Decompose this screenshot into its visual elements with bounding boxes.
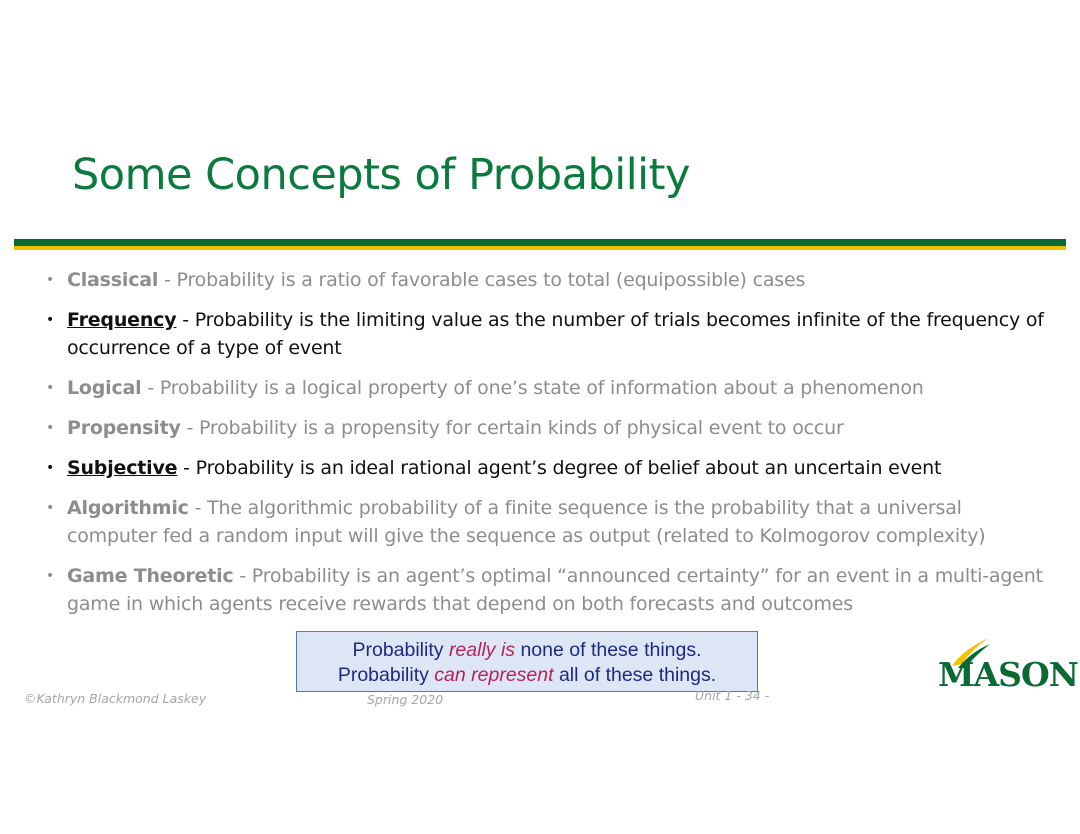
bullet-icon: • (46, 460, 55, 476)
bullet-icon: • (46, 312, 55, 328)
slide-title: Some Concepts of Probability (72, 150, 690, 200)
mason-logo-text: MASON (938, 655, 1078, 694)
bullet-icon: • (46, 420, 55, 436)
callout-line-1 (297, 638, 757, 663)
bullet-icon: • (46, 380, 55, 396)
callout-emphasis: can represent (434, 664, 554, 686)
list-item-propensity (44, 414, 1044, 442)
concept-text: - Probability is a propensity for certain kinds of physical event to occur (180, 417, 844, 439)
concept-text: - Probability is the limiting value as the number of trials becomes infinite of the frequency of occurrence of a type of event (67, 309, 1044, 359)
title-rule-gold (14, 246, 1066, 250)
callout-box (296, 631, 758, 692)
callout-text: all of these things. (553, 664, 717, 686)
callout-text: Probability (337, 664, 435, 686)
bullet-icon: • (46, 272, 55, 288)
concept-text: - Probability is a ratio of favorable cases to total (equipossible) cases (158, 269, 806, 291)
concept-term: Logical (67, 377, 142, 399)
footer-page-number: Unit 1 - 34 - (695, 688, 770, 703)
concept-text: - Probability is an ideal rational agent’s degree of belief about an uncertain event (177, 457, 942, 479)
concept-term: Game Theoretic (67, 565, 234, 587)
list-item-logical (44, 374, 1044, 402)
list-item-algorithmic (44, 494, 1044, 550)
concept-term: Algorithmic (67, 497, 189, 519)
list-item-game-theoretic (44, 562, 1044, 618)
callout-text: none of these things. (515, 639, 702, 661)
callout-emphasis: really is (448, 639, 516, 661)
concept-term: Subjective (67, 457, 178, 479)
list-item-subjective (44, 454, 1044, 482)
mason-logo (930, 632, 1078, 696)
concept-term: Propensity (67, 417, 181, 439)
bullet-icon: • (46, 568, 55, 584)
list-item-frequency (44, 306, 1044, 362)
concept-text: - Probability is an agent’s optimal “announced certainty” for an event in a multi-agent game in which agents receive rewards that depend on both forecasts and outcomes (67, 565, 1043, 615)
concept-term: Classical (67, 269, 159, 291)
callout-line-2 (297, 663, 757, 688)
concept-text: - Probability is a logical property of one’s state of information about a phenomenon (141, 377, 924, 399)
callout-text: Probability (352, 639, 449, 661)
title-rule-green (14, 239, 1066, 246)
footer-copyright: ©Kathryn Blackmond Laskey (24, 691, 207, 706)
concept-list (44, 266, 1044, 630)
concept-text: - The algorithmic probability of a finite sequence is the probability that a universal computer fed a random input will give the sequence as output (related to Kolmogorov complexity) (67, 497, 986, 547)
list-item-classical (44, 266, 1044, 294)
footer-term: Spring 2020 (367, 692, 444, 707)
bullet-icon: • (46, 500, 55, 516)
concept-term: Frequency (67, 309, 177, 331)
